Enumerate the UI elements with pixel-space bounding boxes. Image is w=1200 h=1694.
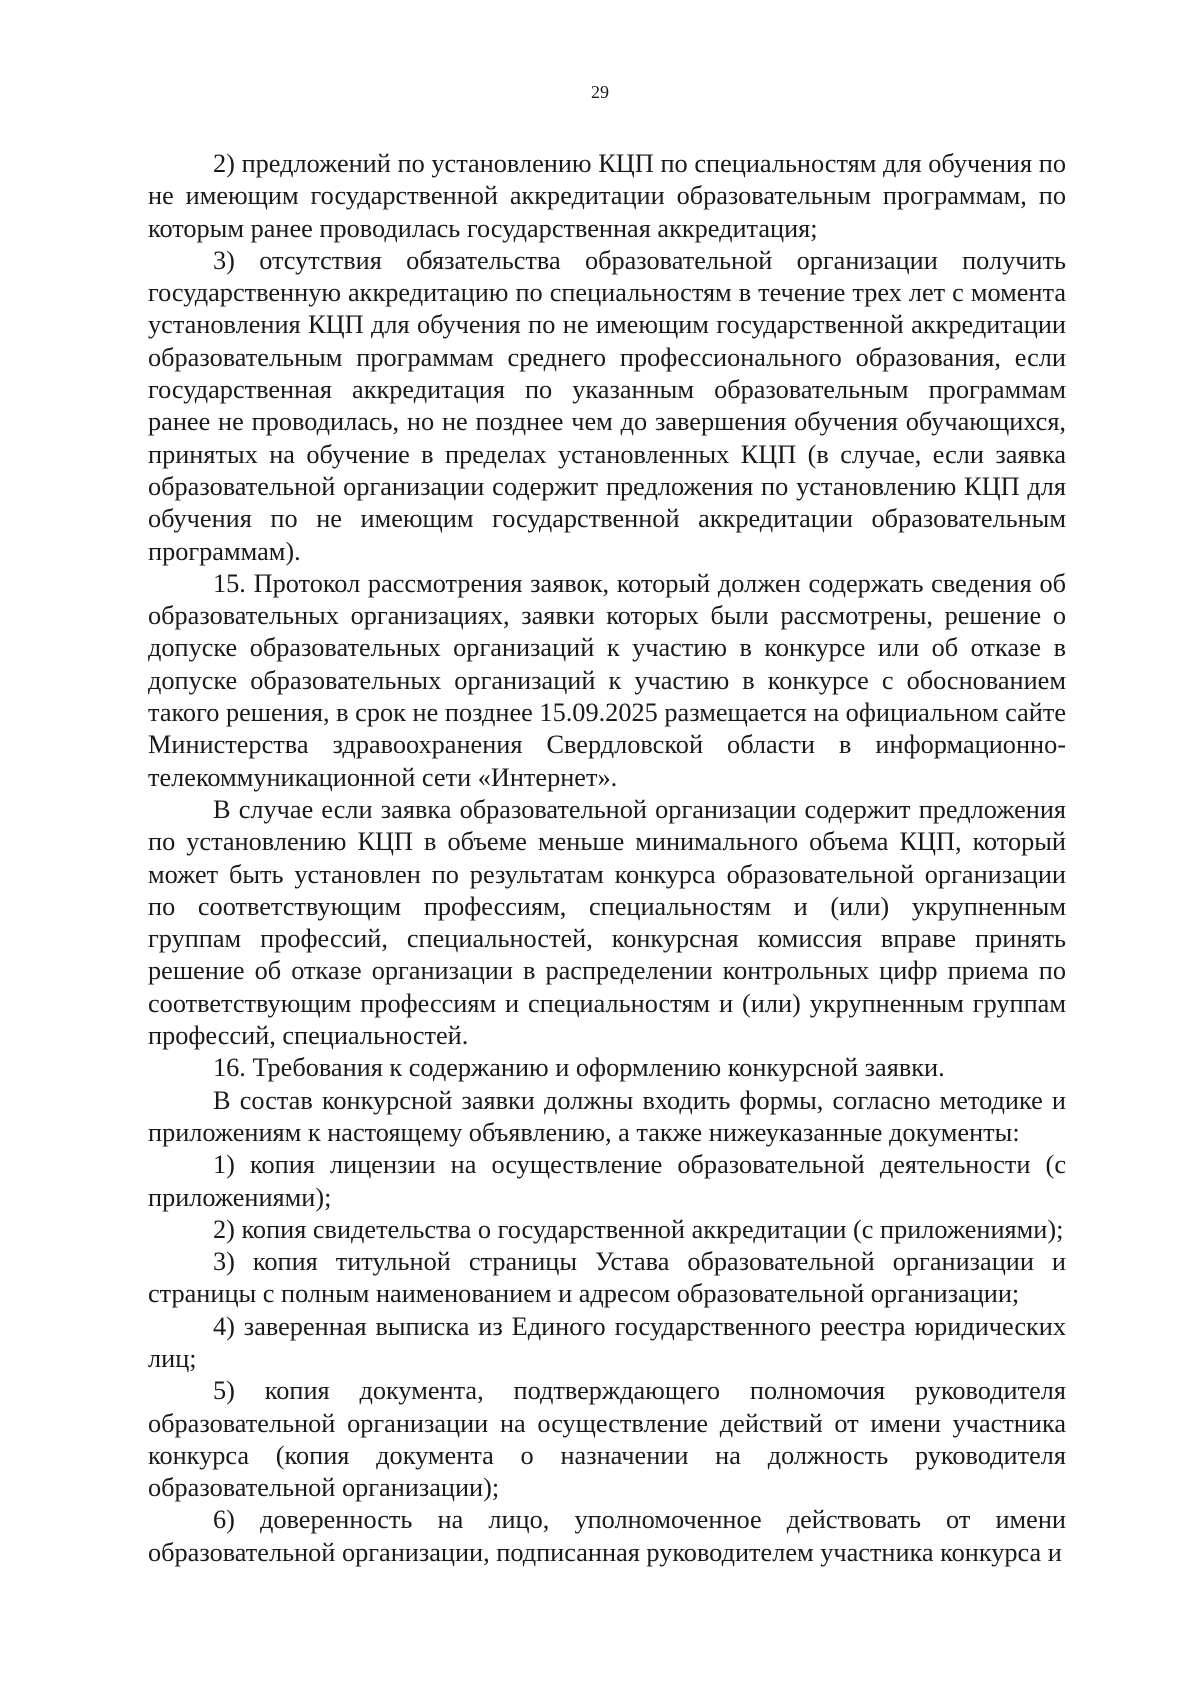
paragraph-section-16: 16. Требования к содержанию и оформлению конкурсной заявки. <box>213 1053 945 1083</box>
paragraph-application-contents: В состав конкурсной заявки должны входить формы, согласно методике и приложениям к настоящему объявлению, а также нижеуказанные документы: <box>148 1085 1066 1147</box>
list-item-license-copy: 1) копия лицензии на осуществление образовательной деятельности (с приложениями); <box>148 1150 1066 1212</box>
paragraph-item-2: 2) предложений по установлению КЦП по специальностям для обучения по не имеющим государственной аккредитации образовательным программам, по которым ранее проводилась государственная аккредитация; <box>148 149 1066 243</box>
list-item-authority-document: 5) копия документа, подтверждающего полномочия руководителя образовательной организации на осуществление действий от имени участника конкурса (копия документа о назначении на должность руководителя образовательной организации); <box>148 1376 1066 1503</box>
document-body <box>148 148 1066 1569</box>
paragraph-item-3: 3) отсутствия обязательства образовательной организации получить государственную аккредитацию по специальностям в течение трех лет с момента установления КЦП для обучения по не имеющим государственной аккредитации образовательным программам среднего профессионального образования, если государственная аккредитация по указанным образовательным программам ранее не проводилась, но не позднее чем до завершения обучения обучающихся, принятых на обучение в пределах установленных КЦП (в случае, если заявка образовательной организации содержит предложения по установлению КЦП для обучения по не имеющим государственной аккредитации образовательным программам). <box>148 245 1066 566</box>
list-item-registry-extract: 4) заверенная выписка из Единого государственного реестра юридических лиц; <box>148 1311 1066 1373</box>
paragraph-min-kcp-case: В случае если заявка образовательной организации содержит предложения по установлению КЦП в объеме меньше минимального объема КЦП, который может быть установлен по результатам конкурса образовательной организации по соответствующим профессиям, специальностям и (или) укрупненным группам профессий, специальностей, конкурсная комиссия вправе принять решение об отказе организации в распределении контрольных цифр приема по соответствующим профессиям и специальностям и (или) укрупненным группам профессий, специальностей. <box>148 794 1066 1051</box>
list-item-charter-copy: 3) копия титульной страницы Устава образовательной организации и страницы с полным наименованием и адресом образовательной организации; <box>148 1247 1066 1309</box>
paragraph-section-15: 15. Протокол рассмотрения заявок, который должен содержать сведения об образовательных организациях, заявки которых были рассмотрены, решение о допуске образовательных организаций к участию в конкурсе или об отказе в допуске образовательных организаций к участию в конкурсе с обоснованием такого решения, в срок не позднее 15.09.2025 размещается на официальном сайте Министерства здравоохранения Свердловской области в информационно-телекоммуникационной сети «Интернет». <box>148 568 1066 792</box>
list-item-accreditation-copy: 2) копия свидетельства о государственной аккредитации (с приложениями); <box>213 1214 1064 1244</box>
list-item-power-of-attorney: 6) доверенность на лицо, уполномоченное действовать от имени образовательной организации, подписанная руководителем участника конкурса и <box>148 1505 1066 1567</box>
page-number: 29 <box>591 82 609 102</box>
